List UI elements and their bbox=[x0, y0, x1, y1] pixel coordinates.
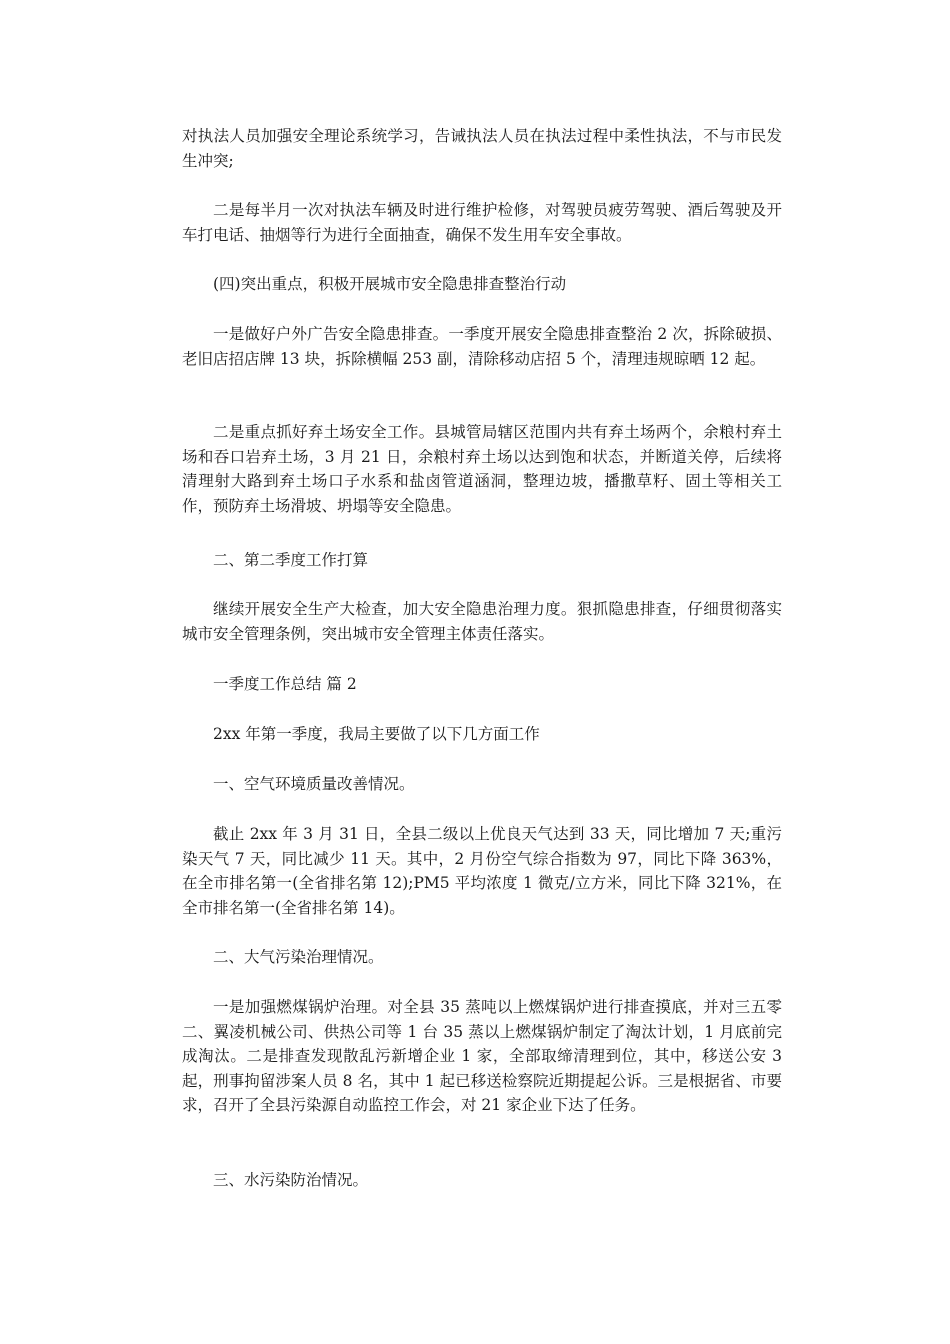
paragraph-vehicle-maintenance: 二是每半月一次对执法车辆及时进行维护检修，对驾驶员疲劳驾驶、酒后驾驶及开车打电话、抽烟等行为进行全面抽查，确保不发生用车安全事故。 bbox=[182, 201, 782, 244]
paragraph-air-quality-heading: 一、空气环境质量改善情况。 bbox=[213, 775, 415, 793]
paragraph-water-pollution-heading: 三、水污染防治情况。 bbox=[213, 1171, 369, 1189]
paragraph-law-enforcement-training: 对执法人员加强安全理论系统学习，告诫执法人员在执法过程中柔性执法，不与市民发生冲突; bbox=[182, 127, 782, 170]
paragraph-outdoor-ads-inspection: 一是做好户外广告安全隐患排查。一季度开展安全隐患排查整治 2 次，拆除破损、老旧店招店牌 13 块，拆除横幅 253 副，清除移动店招 5 个，清理违规晾晒 12 起。 bbox=[182, 325, 782, 368]
paragraph-spoil-ground-safety: 二是重点抓好弃土场安全工作。县城管局辖区范围内共有弃土场两个，余粮村弃土场和吞口岩弃土场，3 月 21 日，余粮村弃土场以达到饱和状态，并断道关停，后续将清理射大路到弃土场口子水系和盐卤管道涵洞，整理边坡，播撒草籽、固土等相关工作，预防弃土场滑坡、坍塌等安全隐患。 bbox=[182, 423, 782, 515]
paragraph-q2-plan-heading: 二、第二季度工作打算 bbox=[213, 551, 369, 569]
paragraph-air-quality-body: 截止 2xx 年 3 月 31 日，全县二级以上优良天气达到 33 天，同比增加 7 天;重污染天气 7 天，同比减少 11 天。其中，2 月份空气综合指数为 97，同比下降 363%，在全市排名第一(全省排名第 12);PM5 平均浓度 1 微克/立方米，同比下降 321%，在全市排名第一(全省排名第 14)。 bbox=[182, 825, 782, 917]
paragraph-q2-plan-body: 继续开展安全生产大检查，加大安全隐患治理力度。狠抓隐患排查，仔细贯彻落实城市安全管理条例，突出城市安全管理主体责任落实。 bbox=[182, 600, 782, 643]
paragraph-air-pollution-body: 一是加强燃煤锅炉治理。对全县 35 蒸吨以上燃煤锅炉进行排查摸底，并对三五零二、翼凌机械公司、供热公司等 1 台 35 蒸以上燃煤锅炉制定了淘汰计划，1 月底前完成淘汰。二是排查发现散乱污新增企业 1 家，全部取缔清理到位，其中，移送公安 3 起，刑事拘留涉案人员 8 名，其中 1 起已移送检察院近期提起公诉。三是根据省、市要求，召开了全县污染源自动监控工作会，对 21 家企业下达了任务。 bbox=[182, 998, 782, 1114]
paragraph-article-2-title: 一季度工作总结 篇 2 bbox=[213, 675, 357, 693]
paragraph-section-four-heading: (四)突出重点，积极开展城市安全隐患排查整治行动 bbox=[213, 275, 567, 293]
paragraph-air-pollution-heading: 二、大气污染治理情况。 bbox=[213, 948, 384, 966]
paragraph-q1-intro: 2xx 年第一季度，我局主要做了以下几方面工作 bbox=[213, 725, 540, 743]
